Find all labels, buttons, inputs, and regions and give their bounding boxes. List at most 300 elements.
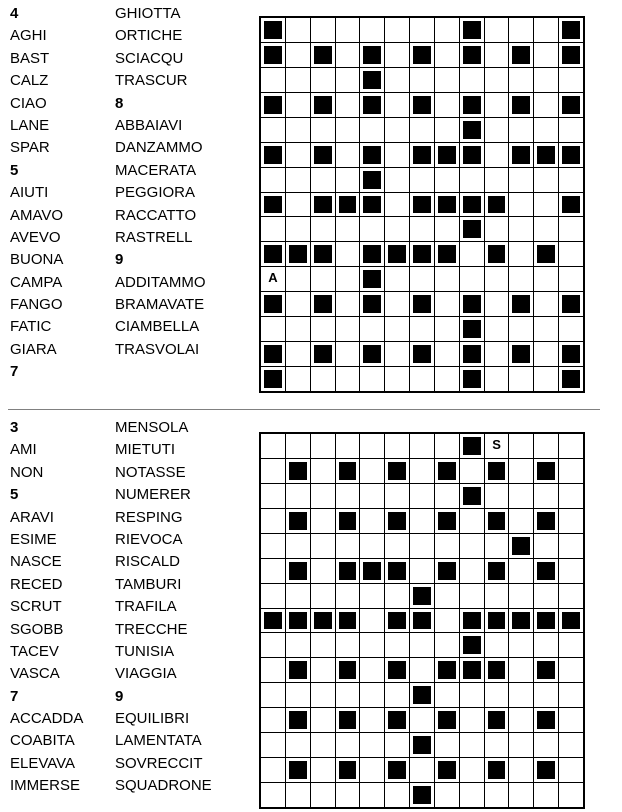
black-cell bbox=[459, 608, 485, 634]
empty-cell bbox=[384, 291, 410, 317]
black-cell bbox=[310, 608, 336, 634]
empty-cell bbox=[335, 167, 361, 193]
empty-cell bbox=[260, 216, 286, 242]
word-length-header: 7 bbox=[10, 687, 19, 705]
empty-cell bbox=[533, 42, 559, 68]
black-cell bbox=[310, 42, 336, 68]
empty-cell bbox=[434, 291, 460, 317]
black-cell bbox=[384, 508, 410, 534]
empty-cell bbox=[260, 682, 286, 708]
empty-cell bbox=[484, 216, 510, 242]
black-cell bbox=[434, 757, 460, 783]
empty-cell bbox=[409, 17, 435, 43]
crossword-grid bbox=[259, 432, 585, 809]
word-list-item: NUMERER bbox=[115, 486, 191, 504]
empty-cell bbox=[285, 117, 311, 143]
empty-cell bbox=[335, 316, 361, 342]
black-cell bbox=[508, 142, 534, 168]
word-list-item: TUNISIA bbox=[115, 642, 175, 660]
black-cell bbox=[459, 42, 485, 68]
black-cell bbox=[484, 558, 510, 584]
black-cell bbox=[558, 192, 584, 218]
empty-cell bbox=[310, 216, 336, 242]
black-cell bbox=[335, 757, 361, 783]
empty-cell bbox=[533, 117, 559, 143]
black-cell bbox=[558, 366, 584, 392]
empty-cell bbox=[434, 17, 460, 43]
empty-cell bbox=[508, 458, 534, 484]
empty-cell bbox=[335, 92, 361, 118]
black-cell bbox=[484, 458, 510, 484]
word-list-item: CAMPA bbox=[10, 273, 63, 291]
empty-cell bbox=[484, 17, 510, 43]
empty-cell bbox=[409, 316, 435, 342]
empty-cell bbox=[459, 732, 485, 758]
empty-cell bbox=[409, 707, 435, 733]
word-list-item: FANGO bbox=[10, 296, 63, 314]
word-list-item: RIEVOCA bbox=[115, 530, 183, 548]
empty-cell bbox=[459, 782, 485, 808]
black-cell bbox=[434, 458, 460, 484]
empty-cell bbox=[359, 216, 385, 242]
word-list-column-1 bbox=[10, 3, 63, 384]
word-length-header: 7 bbox=[10, 363, 19, 381]
word-list-item: FATIC bbox=[10, 318, 52, 336]
empty-cell bbox=[558, 533, 584, 559]
empty-cell bbox=[285, 42, 311, 68]
black-cell bbox=[558, 42, 584, 68]
black-cell bbox=[459, 433, 485, 459]
empty-cell bbox=[260, 117, 286, 143]
word-list-item: SOVRECCIT bbox=[115, 754, 203, 772]
empty-cell bbox=[508, 117, 534, 143]
word-list-item: AMAVO bbox=[10, 206, 64, 224]
empty-cell bbox=[285, 291, 311, 317]
word-list-item: TRASVOLAI bbox=[115, 340, 200, 358]
black-cell bbox=[459, 17, 485, 43]
empty-cell bbox=[558, 117, 584, 143]
empty-cell bbox=[459, 558, 485, 584]
word-list-item: SGOBB bbox=[10, 620, 64, 638]
empty-cell bbox=[558, 583, 584, 609]
word-list-item: GHIOTTA bbox=[115, 5, 181, 22]
word-list-item: MENSOLA bbox=[115, 419, 189, 436]
black-cell bbox=[409, 142, 435, 168]
black-cell bbox=[310, 291, 336, 317]
empty-cell bbox=[558, 216, 584, 242]
empty-cell bbox=[260, 583, 286, 609]
black-cell bbox=[285, 458, 311, 484]
empty-cell bbox=[384, 782, 410, 808]
empty-cell bbox=[459, 583, 485, 609]
black-cell bbox=[260, 341, 286, 367]
empty-cell bbox=[285, 682, 311, 708]
word-list-item: AIUTI bbox=[10, 184, 49, 202]
black-cell bbox=[310, 192, 336, 218]
black-cell bbox=[260, 291, 286, 317]
word-list-item: CIAO bbox=[10, 94, 47, 112]
word-list-item: RASTRELL bbox=[115, 228, 193, 246]
empty-cell bbox=[484, 366, 510, 392]
empty-cell bbox=[384, 533, 410, 559]
empty-cell bbox=[508, 241, 534, 267]
word-list-column-2 bbox=[115, 3, 206, 361]
black-cell bbox=[459, 216, 485, 242]
black-cell bbox=[409, 732, 435, 758]
empty-cell bbox=[359, 458, 385, 484]
black-cell bbox=[335, 707, 361, 733]
empty-cell bbox=[434, 67, 460, 93]
given-letter-cell bbox=[260, 266, 286, 292]
empty-cell bbox=[558, 707, 584, 733]
empty-cell bbox=[409, 433, 435, 459]
empty-cell bbox=[409, 216, 435, 242]
black-cell bbox=[409, 682, 435, 708]
black-cell bbox=[384, 558, 410, 584]
given-letter: S bbox=[492, 437, 501, 452]
empty-cell bbox=[384, 732, 410, 758]
empty-cell bbox=[508, 707, 534, 733]
empty-cell bbox=[335, 117, 361, 143]
empty-cell bbox=[409, 483, 435, 509]
black-cell bbox=[459, 657, 485, 683]
empty-cell bbox=[508, 216, 534, 242]
empty-cell bbox=[434, 782, 460, 808]
empty-cell bbox=[533, 67, 559, 93]
black-cell bbox=[335, 558, 361, 584]
empty-cell bbox=[484, 483, 510, 509]
empty-cell bbox=[310, 707, 336, 733]
empty-cell bbox=[335, 341, 361, 367]
empty-cell bbox=[533, 341, 559, 367]
black-cell bbox=[533, 657, 559, 683]
empty-cell bbox=[359, 508, 385, 534]
puzzle-2 bbox=[0, 414, 622, 812]
empty-cell bbox=[558, 67, 584, 93]
word-list-item: TRASCUR bbox=[115, 72, 188, 90]
black-cell bbox=[409, 583, 435, 609]
empty-cell bbox=[285, 583, 311, 609]
empty-cell bbox=[359, 583, 385, 609]
empty-cell bbox=[434, 608, 460, 634]
empty-cell bbox=[359, 657, 385, 683]
empty-cell bbox=[310, 483, 336, 509]
empty-cell bbox=[310, 508, 336, 534]
empty-cell bbox=[558, 167, 584, 193]
empty-cell bbox=[359, 316, 385, 342]
empty-cell bbox=[533, 92, 559, 118]
empty-cell bbox=[260, 458, 286, 484]
empty-cell bbox=[335, 67, 361, 93]
empty-cell bbox=[508, 366, 534, 392]
empty-cell bbox=[434, 117, 460, 143]
empty-cell bbox=[310, 632, 336, 658]
black-cell bbox=[359, 241, 385, 267]
empty-cell bbox=[508, 682, 534, 708]
empty-cell bbox=[285, 67, 311, 93]
empty-cell bbox=[335, 732, 361, 758]
empty-cell bbox=[434, 366, 460, 392]
empty-cell bbox=[533, 216, 559, 242]
empty-cell bbox=[484, 341, 510, 367]
empty-cell bbox=[285, 366, 311, 392]
word-list-item: TACEV bbox=[10, 642, 59, 660]
black-cell bbox=[484, 608, 510, 634]
black-cell bbox=[558, 92, 584, 118]
empty-cell bbox=[484, 142, 510, 168]
empty-cell bbox=[310, 117, 336, 143]
black-cell bbox=[459, 366, 485, 392]
black-cell bbox=[558, 17, 584, 43]
black-cell bbox=[285, 757, 311, 783]
empty-cell bbox=[335, 782, 361, 808]
empty-cell bbox=[409, 657, 435, 683]
empty-cell bbox=[409, 533, 435, 559]
empty-cell bbox=[285, 483, 311, 509]
empty-cell bbox=[558, 632, 584, 658]
empty-cell bbox=[310, 366, 336, 392]
word-list-item: NON bbox=[10, 463, 44, 481]
black-cell bbox=[484, 241, 510, 267]
empty-cell bbox=[533, 266, 559, 292]
empty-cell bbox=[384, 583, 410, 609]
empty-cell bbox=[285, 167, 311, 193]
given-letter-cell bbox=[484, 433, 510, 459]
black-cell bbox=[409, 241, 435, 267]
empty-cell bbox=[409, 266, 435, 292]
empty-cell bbox=[359, 433, 385, 459]
black-cell bbox=[285, 241, 311, 267]
empty-cell bbox=[558, 732, 584, 758]
empty-cell bbox=[335, 142, 361, 168]
black-cell bbox=[434, 192, 460, 218]
empty-cell bbox=[508, 316, 534, 342]
empty-cell bbox=[508, 782, 534, 808]
empty-cell bbox=[558, 316, 584, 342]
empty-cell bbox=[459, 508, 485, 534]
black-cell bbox=[409, 291, 435, 317]
word-length-header: 3 bbox=[10, 419, 19, 436]
black-cell bbox=[434, 558, 460, 584]
word-list-column-2 bbox=[115, 417, 212, 798]
black-cell bbox=[285, 657, 311, 683]
empty-cell bbox=[484, 92, 510, 118]
word-list-item: MIETUTI bbox=[115, 441, 175, 459]
empty-cell bbox=[260, 757, 286, 783]
empty-cell bbox=[533, 682, 559, 708]
black-cell bbox=[359, 92, 385, 118]
empty-cell bbox=[484, 782, 510, 808]
empty-cell bbox=[409, 67, 435, 93]
empty-cell bbox=[359, 533, 385, 559]
empty-cell bbox=[384, 483, 410, 509]
empty-cell bbox=[260, 433, 286, 459]
empty-cell bbox=[285, 92, 311, 118]
empty-cell bbox=[260, 657, 286, 683]
empty-cell bbox=[533, 291, 559, 317]
black-cell bbox=[260, 17, 286, 43]
black-cell bbox=[335, 608, 361, 634]
word-list-item: PEGGIORA bbox=[115, 184, 196, 202]
empty-cell bbox=[508, 67, 534, 93]
word-list-item: RESPING bbox=[115, 508, 183, 526]
empty-cell bbox=[384, 67, 410, 93]
black-cell bbox=[409, 341, 435, 367]
empty-cell bbox=[508, 266, 534, 292]
word-length-header: 4 bbox=[10, 5, 19, 22]
empty-cell bbox=[484, 167, 510, 193]
empty-cell bbox=[434, 682, 460, 708]
divider bbox=[8, 409, 600, 410]
empty-cell bbox=[533, 433, 559, 459]
empty-cell bbox=[359, 757, 385, 783]
black-cell bbox=[260, 142, 286, 168]
word-list-item: CALZ bbox=[10, 72, 49, 90]
black-cell bbox=[434, 657, 460, 683]
black-cell bbox=[384, 608, 410, 634]
black-cell bbox=[359, 67, 385, 93]
empty-cell bbox=[335, 241, 361, 267]
word-list-item: AGHI bbox=[10, 27, 47, 45]
empty-cell bbox=[434, 632, 460, 658]
empty-cell bbox=[335, 42, 361, 68]
black-cell bbox=[285, 608, 311, 634]
empty-cell bbox=[508, 558, 534, 584]
word-length-header: 5 bbox=[10, 486, 19, 504]
word-list-item: TRECCHE bbox=[115, 620, 188, 638]
empty-cell bbox=[558, 241, 584, 267]
empty-cell bbox=[434, 732, 460, 758]
black-cell bbox=[484, 657, 510, 683]
black-cell bbox=[260, 192, 286, 218]
empty-cell bbox=[459, 533, 485, 559]
black-cell bbox=[533, 241, 559, 267]
empty-cell bbox=[508, 732, 534, 758]
empty-cell bbox=[285, 632, 311, 658]
empty-cell bbox=[533, 17, 559, 43]
empty-cell bbox=[558, 657, 584, 683]
word-list-item: BAST bbox=[10, 49, 50, 67]
empty-cell bbox=[310, 17, 336, 43]
given-letter: A bbox=[268, 270, 278, 286]
word-list-item: MACERATA bbox=[115, 161, 197, 179]
black-cell bbox=[384, 241, 410, 267]
empty-cell bbox=[310, 782, 336, 808]
empty-cell bbox=[359, 608, 385, 634]
word-list-item: LAMENTATA bbox=[115, 732, 202, 750]
black-cell bbox=[335, 657, 361, 683]
word-list-item: COABITA bbox=[10, 732, 75, 750]
black-cell bbox=[260, 366, 286, 392]
black-cell bbox=[335, 192, 361, 218]
black-cell bbox=[359, 266, 385, 292]
empty-cell bbox=[508, 583, 534, 609]
word-list-item: NASCE bbox=[10, 553, 62, 571]
empty-cell bbox=[558, 558, 584, 584]
crossword-grid bbox=[259, 16, 585, 393]
empty-cell bbox=[434, 216, 460, 242]
empty-cell bbox=[335, 483, 361, 509]
black-cell bbox=[484, 508, 510, 534]
black-cell bbox=[285, 707, 311, 733]
empty-cell bbox=[409, 558, 435, 584]
empty-cell bbox=[558, 682, 584, 708]
empty-cell bbox=[310, 67, 336, 93]
black-cell bbox=[434, 508, 460, 534]
empty-cell bbox=[359, 117, 385, 143]
word-list-item: VIAGGIA bbox=[115, 665, 177, 683]
word-list-item: AMI bbox=[10, 441, 37, 459]
empty-cell bbox=[260, 533, 286, 559]
word-list-item: NOTASSE bbox=[115, 463, 186, 481]
empty-cell bbox=[484, 732, 510, 758]
empty-cell bbox=[335, 433, 361, 459]
word-length-header: 9 bbox=[115, 687, 124, 705]
empty-cell bbox=[533, 167, 559, 193]
black-cell bbox=[558, 142, 584, 168]
black-cell bbox=[409, 42, 435, 68]
black-cell bbox=[384, 757, 410, 783]
empty-cell bbox=[335, 632, 361, 658]
empty-cell bbox=[434, 583, 460, 609]
empty-cell bbox=[384, 341, 410, 367]
word-list-item: LANE bbox=[10, 116, 50, 134]
empty-cell bbox=[310, 757, 336, 783]
empty-cell bbox=[310, 316, 336, 342]
empty-cell bbox=[260, 782, 286, 808]
word-list-item: ESIME bbox=[10, 530, 57, 548]
black-cell bbox=[533, 757, 559, 783]
word-list-item: RECED bbox=[10, 575, 63, 593]
word-list-item: AVEVO bbox=[10, 228, 61, 246]
empty-cell bbox=[335, 533, 361, 559]
empty-cell bbox=[285, 266, 311, 292]
empty-cell bbox=[285, 142, 311, 168]
empty-cell bbox=[558, 458, 584, 484]
black-cell bbox=[359, 142, 385, 168]
word-list-item: ACCADDA bbox=[10, 710, 84, 728]
empty-cell bbox=[409, 167, 435, 193]
black-cell bbox=[459, 291, 485, 317]
black-cell bbox=[409, 192, 435, 218]
empty-cell bbox=[434, 92, 460, 118]
empty-cell bbox=[260, 707, 286, 733]
empty-cell bbox=[508, 757, 534, 783]
empty-cell bbox=[484, 316, 510, 342]
empty-cell bbox=[285, 782, 311, 808]
empty-cell bbox=[335, 266, 361, 292]
word-list-item: RACCATTO bbox=[115, 206, 197, 224]
empty-cell bbox=[434, 42, 460, 68]
black-cell bbox=[459, 192, 485, 218]
empty-cell bbox=[384, 42, 410, 68]
empty-cell bbox=[260, 483, 286, 509]
black-cell bbox=[384, 657, 410, 683]
empty-cell bbox=[384, 316, 410, 342]
black-cell bbox=[359, 341, 385, 367]
empty-cell bbox=[285, 192, 311, 218]
black-cell bbox=[533, 707, 559, 733]
empty-cell bbox=[459, 757, 485, 783]
empty-cell bbox=[359, 707, 385, 733]
empty-cell bbox=[434, 533, 460, 559]
black-cell bbox=[558, 341, 584, 367]
black-cell bbox=[533, 142, 559, 168]
black-cell bbox=[459, 316, 485, 342]
word-list-item: RISCALD bbox=[115, 553, 181, 571]
empty-cell bbox=[508, 192, 534, 218]
black-cell bbox=[310, 341, 336, 367]
